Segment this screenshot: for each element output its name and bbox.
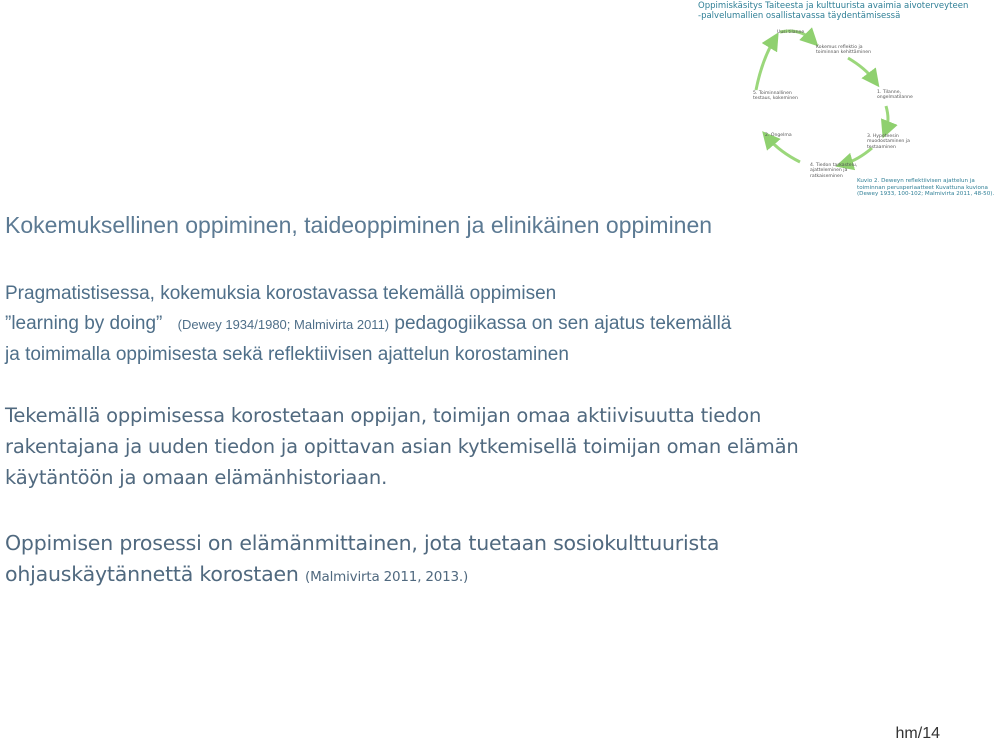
diagram-label-hypothesis: 3. Hypoteesin muodostaminen ja testaaminen [867,134,910,150]
paragraph-2-line-3: käytäntöön ja omaan elämänhistoriaan. [5,466,388,489]
diagram-label-top: Uusi tilanne [777,30,805,35]
reflective-thinking-cycle-diagram [740,20,960,200]
paragraph-2-line-2: rakentajana ja uuden tiedon ja opittavan asian kytkemisellä toimijan oman elämän [5,435,799,458]
cycle-arrow-4 [844,148,872,164]
paragraph-3-line-2-text: ohjauskäytännettä korostaen [5,562,299,586]
page-number: hm/14 [895,725,940,742]
cycle-arrow-3 [886,106,888,130]
paragraph-3-line-2 [5,562,468,586]
slide-header [698,1,968,21]
learning-by-doing-quote: ”learning by doing” [5,313,163,334]
header-line-2: -palvelumallien osallistavassa täydentämisessä [698,11,901,21]
cycle-arrow-5 [768,138,800,162]
paragraph-1-line-2 [5,313,731,335]
paragraph-1-line-2-rest: pedagogiikassa on sen ajatus tekemällä [394,313,732,334]
citation-malmivirta: (Malmivirta 2011, 2013.) [305,569,469,585]
slide-title: Kokemuksellinen oppiminen, taideoppiminen ja elinikäinen oppiminen [5,212,713,238]
diagram-label-situation: 1. Tilanne, ongelmatilanne [877,90,913,101]
cycle-arrow-2 [848,58,874,80]
diagram-label-testing: 5. Toiminnallinen testaus, kokeminen [753,91,798,102]
paragraph-2-line-1: Tekemällä oppimisessa korostetaan oppijan, toimijan omaa aktiivisuutta tiedon [5,404,762,427]
diagram-caption [857,178,994,198]
paragraph-1-line-1: Pragmatistisessa, kokemuksia korostavassa tekemällä oppimisen [5,283,557,304]
citation-dewey: (Dewey 1934/1980; Malmivirta 2011) [177,317,390,332]
diagram-label-reasoning: 4. Tiedon tarkastelu, ajatteleminen ja ratkaiseminen [810,163,858,179]
header-line-1: Oppimiskäsitys Taiteesta ja kulttuurista avaimia aivoterveyteen [698,1,969,11]
caption-line-2: toiminnan perusperiaatteet Kuvattuna kuviona [857,184,988,191]
diagram-label-reflection: Kokemus reflektio ja toiminnan kehittäminen [816,45,871,56]
paragraph-1-line-3: ja toimimalla oppimisesta sekä reflektiivisen ajattelun korostaminen [5,344,569,365]
paragraph-3-line-1: Oppimisen prosessi on elämänmittainen, jota tuetaan sosiokulttuurista [5,531,720,555]
caption-line-1: Kuvio 2. Deweyn reflektiivisen ajattelun ja [857,178,975,184]
diagram-label-problem: 2. Ongelma [765,133,792,138]
cycle-arrow-6 [756,40,774,90]
caption-line-3: (Dewey 1933, 100-102; Malmivirta 2011, 48-50). [857,191,994,197]
